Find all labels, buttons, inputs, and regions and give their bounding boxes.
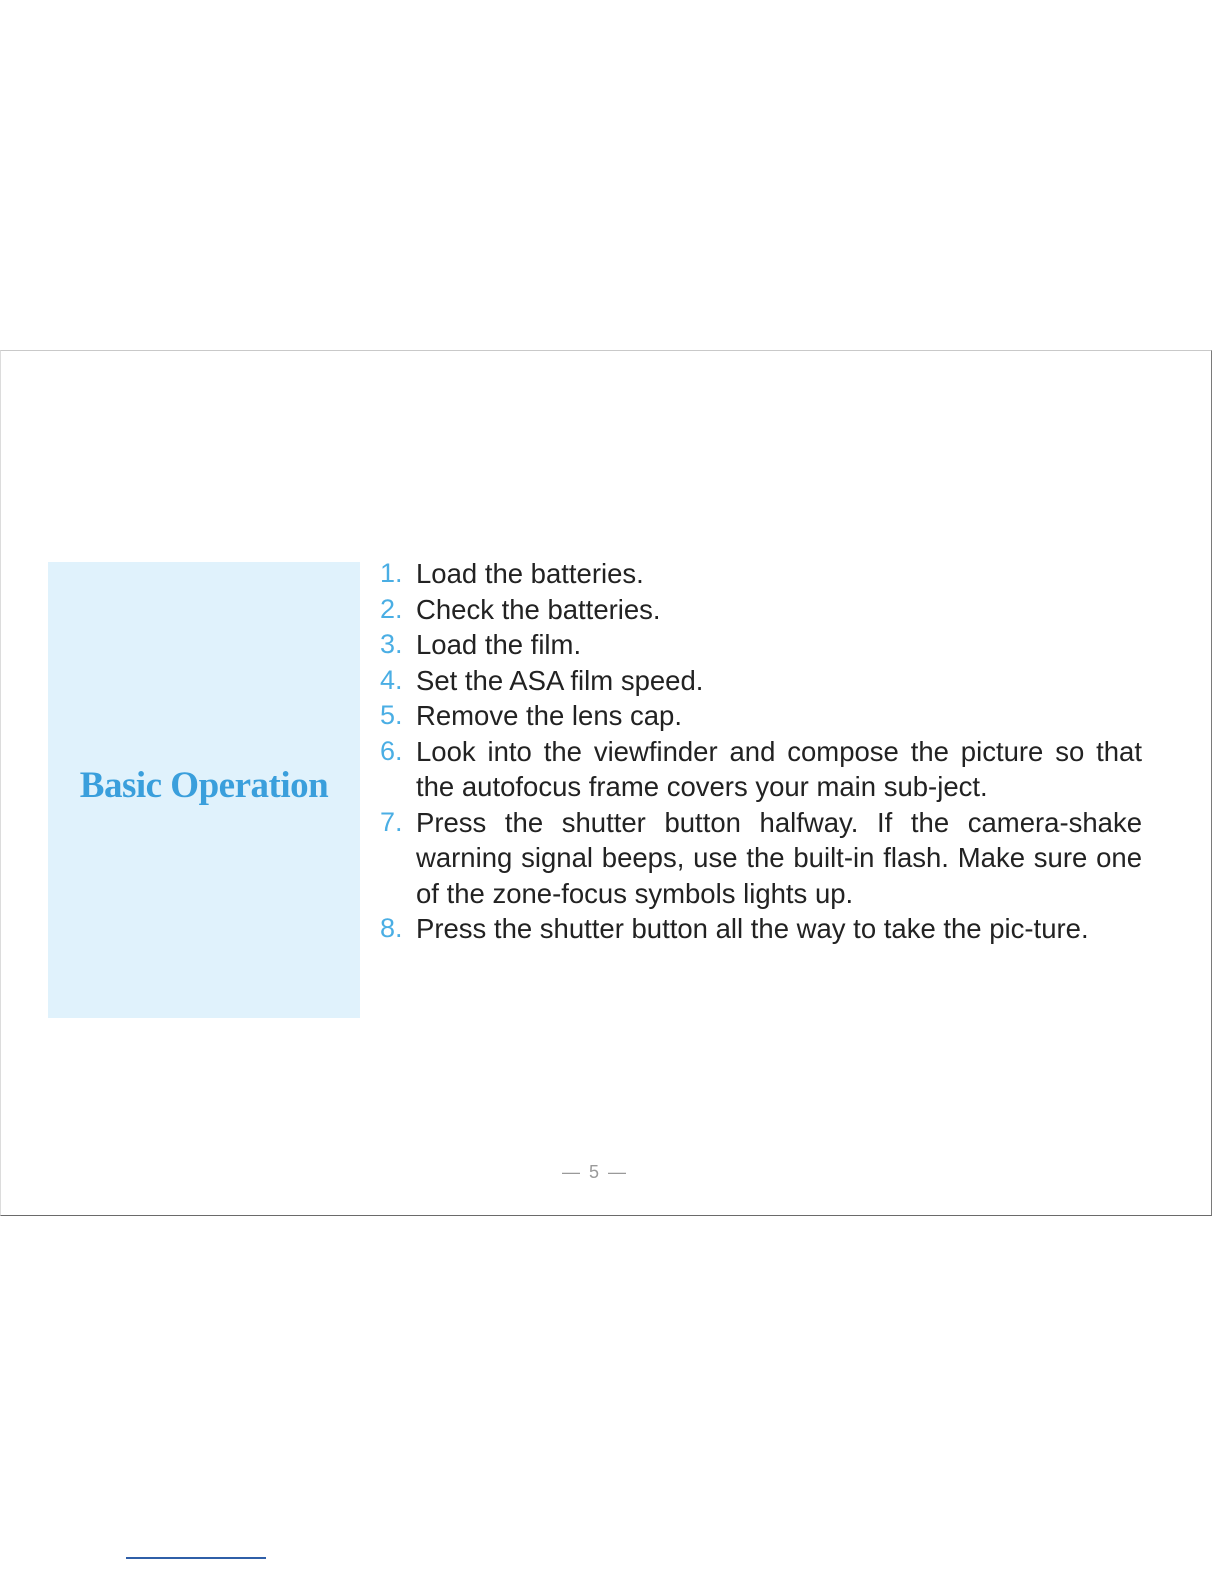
step-number: 1. bbox=[380, 558, 403, 588]
list-item bbox=[378, 698, 1142, 734]
section-panel bbox=[48, 562, 360, 1018]
list-item bbox=[378, 556, 1142, 592]
step-text: Load the batteries. bbox=[416, 558, 644, 589]
page-number: — 5 — bbox=[561, 1162, 628, 1182]
scan-edge-line bbox=[126, 1557, 266, 1559]
list-item bbox=[378, 592, 1142, 628]
step-text: Set the ASA film speed. bbox=[416, 664, 704, 696]
step-number: 5. bbox=[380, 700, 403, 730]
step-number: 8. bbox=[380, 913, 403, 943]
section-title: Basic Operation bbox=[79, 765, 329, 806]
step-text: Remove the lens cap. bbox=[416, 700, 682, 731]
step-text: Press the shutter button halfway. If the camera-shake warning signal beeps, use the built-in flash. Make sure one of the zone-focus symbols lights up. bbox=[416, 806, 1142, 909]
step-text: Load the film. bbox=[416, 629, 582, 660]
steps-list bbox=[378, 556, 1142, 947]
step-text: Look into the viewfinder and compose the picture so that the autofocus frame covers your main sub-ject. bbox=[416, 735, 1142, 802]
step-number: 6. bbox=[380, 735, 403, 766]
step-number: 3. bbox=[380, 629, 403, 659]
list-item bbox=[378, 734, 1142, 805]
list-item bbox=[378, 663, 1142, 699]
step-text: Press the shutter button all the way to take the pic-ture. bbox=[416, 913, 1089, 944]
step-number: 2. bbox=[380, 593, 403, 624]
step-number: 4. bbox=[380, 664, 403, 695]
list-item bbox=[378, 627, 1142, 663]
list-item bbox=[378, 805, 1142, 912]
step-number: 7. bbox=[380, 806, 403, 837]
list-item bbox=[378, 911, 1142, 947]
step-text: Check the batteries. bbox=[416, 593, 661, 625]
